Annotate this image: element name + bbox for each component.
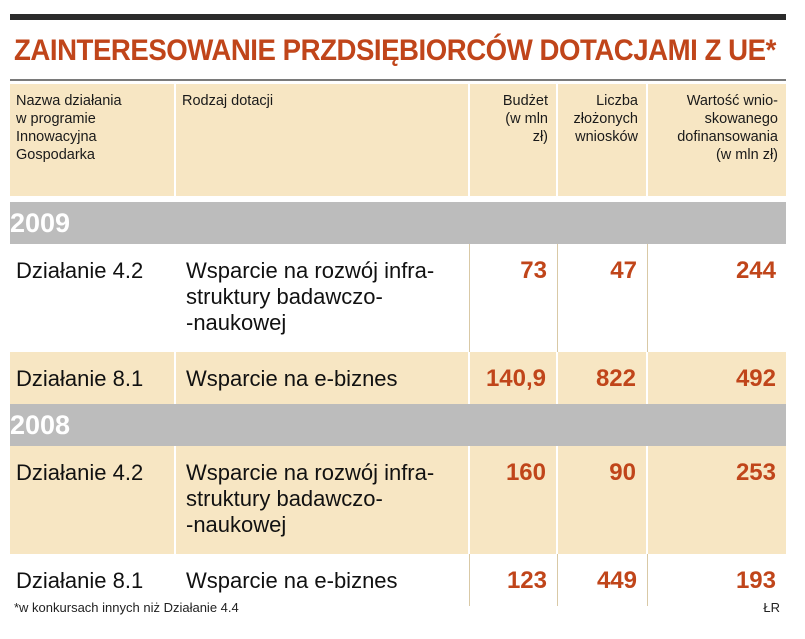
cell-budget: 73 xyxy=(470,244,558,352)
col-header-budget: Budżet (w mln zł) xyxy=(470,84,558,196)
cell-type: Wsparcie na rozwój infra- struktury badawczo- -naukowej xyxy=(176,244,470,352)
cell-budget: 140,9 xyxy=(470,352,558,404)
cell-value: 492 xyxy=(648,352,786,404)
cell-value: 244 xyxy=(648,244,786,352)
year-row xyxy=(10,202,786,244)
page-title: ZAINTERESOWANIE PRZDSIĘBIORCÓW DOTACJAMI Z UE* xyxy=(14,34,776,67)
top-rule xyxy=(10,14,786,20)
data-table xyxy=(10,84,786,606)
col-header-type: Rodzaj dotacji xyxy=(176,84,470,196)
table-row xyxy=(10,244,786,352)
table-row xyxy=(10,554,786,606)
table-row xyxy=(10,446,786,554)
cell-name: Działanie 4.2 xyxy=(10,446,176,554)
table-row xyxy=(10,352,786,404)
infographic xyxy=(10,0,786,639)
cell-name: Działanie 4.2 xyxy=(10,244,176,352)
cell-value: 193 xyxy=(648,554,786,606)
cell-value: 253 xyxy=(648,446,786,554)
col-header-name: Nazwa działania w programie Innowacyjna Gospodarka xyxy=(10,84,176,196)
title-rule xyxy=(10,79,786,81)
cell-count: 47 xyxy=(558,244,648,352)
col-header-count: Liczba złożonych wniosków xyxy=(558,84,648,196)
cell-type: Wsparcie na rozwój infra- struktury badawczo- -naukowej xyxy=(176,446,470,554)
cell-name: Działanie 8.1 xyxy=(10,352,176,404)
footnote: *w konkursach innych niż Działanie 4.4 xyxy=(14,600,239,615)
cell-count: 822 xyxy=(558,352,648,404)
cell-type: Wsparcie na e-biznes xyxy=(176,554,470,606)
cell-budget: 123 xyxy=(470,554,558,606)
cell-name: Działanie 8.1 xyxy=(10,554,176,606)
cell-count: 90 xyxy=(558,446,648,554)
source-credit: ŁR xyxy=(763,600,780,615)
year-label: 2008 xyxy=(10,404,786,446)
year-label: 2009 xyxy=(10,202,786,244)
col-header-value: Wartość wnio- skowanego dofinansowania (w mln zł) xyxy=(648,84,786,196)
year-row xyxy=(10,404,786,446)
cell-count: 449 xyxy=(558,554,648,606)
cell-budget: 160 xyxy=(470,446,558,554)
cell-type: Wsparcie na e-biznes xyxy=(176,352,470,404)
header-row xyxy=(10,84,786,196)
